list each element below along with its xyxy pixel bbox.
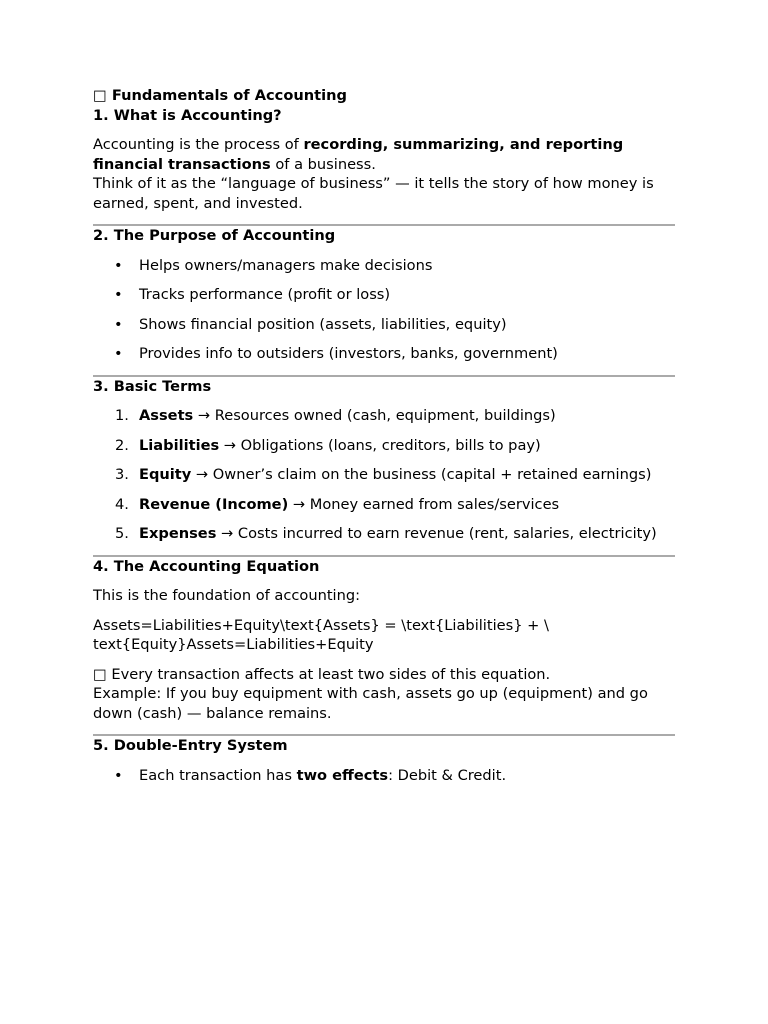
bullet-icon: • [114, 315, 123, 333]
basic-terms-list [93, 406, 675, 544]
list-item-text: Helps owners/managers make decisions [139, 256, 433, 274]
section-heading: 5. Double-Entry System [93, 737, 288, 754]
section-purpose [93, 226, 675, 364]
list-number: 4. [115, 495, 129, 513]
section-heading: 3. Basic Terms [93, 377, 212, 395]
list-item-text: Provides info to outsiders (investors, banks, government) [139, 345, 558, 362]
term-description: → Obligations (loans, creditors, bills to pay) [219, 436, 541, 454]
document-title: □ Fundamentals of Accounting [93, 87, 347, 104]
list-item [93, 436, 675, 456]
list-item-text: Tracks performance (profit or loss) [139, 286, 391, 303]
term-name: Liabilities [139, 436, 220, 454]
section-double-entry [93, 736, 675, 785]
term-description: → Money earned from sales/services [288, 495, 560, 513]
term-description: → Resources owned (cash, equipment, buildings) [193, 407, 556, 424]
list-item-text-end: : Debit & Credit. [388, 766, 507, 784]
term-description: → Owner’s claim on the business (capital + retained earnings) [191, 466, 652, 483]
bullet-icon: • [114, 345, 123, 362]
list-item-text-start: Each transaction has [139, 766, 297, 784]
list-item [93, 406, 675, 426]
list-number: 2. [115, 436, 129, 454]
term-name: Expenses [139, 525, 217, 542]
language-of-business-paragraph: Think of it as the “language of business” — it tells the story of how money is earned, spent, and invested. [93, 175, 654, 212]
equation-example: Example: If you buy equipment with cash, assets go up (equipment) and go down (cash) — balance remains. [93, 685, 648, 722]
section-heading: 2. The Purpose of Accounting [93, 227, 336, 244]
list-item [93, 315, 675, 335]
bullet-icon: • [114, 256, 123, 274]
section-heading: 1. What is Accounting? [93, 106, 282, 124]
equation-intro: This is the foundation of accounting: [93, 587, 361, 604]
term-description: → Costs incurred to earn revenue (rent, salaries, electricity) [216, 525, 657, 542]
bullet-icon: • [114, 766, 123, 784]
bullet-icon: • [114, 286, 123, 303]
list-item-emphasis: two effects [296, 766, 389, 784]
list-number: 1. [115, 407, 129, 424]
double-entry-list [93, 766, 675, 786]
term-name: Assets [139, 407, 194, 424]
list-number: 5. [115, 525, 129, 542]
list-item [93, 256, 675, 276]
definition-paragraph [93, 135, 675, 174]
definition-emphasis: recording, summarizing, and reporting financial transactions [93, 136, 624, 173]
section-accounting-equation [93, 557, 675, 724]
definition-text-start: Accounting is the process of [93, 136, 304, 153]
purpose-list [93, 256, 675, 364]
document-content [93, 86, 675, 785]
list-item-text: Shows financial position (assets, liabilities, equity) [139, 315, 507, 333]
term-name: Revenue (Income) [139, 495, 289, 513]
list-item [93, 285, 675, 305]
list-item [93, 465, 675, 485]
equation-note: □ Every transaction affects at least two sides of this equation. [93, 665, 551, 683]
section-heading: 4. The Accounting Equation [93, 557, 320, 575]
list-item [93, 766, 675, 786]
accounting-equation: Assets=Liabilities+Equity\text{Assets} = \text{Liabilities} + \ text{Equity}Assets=Liabilities+Equity [93, 616, 549, 653]
list-number: 3. [115, 466, 129, 483]
section-what-is-accounting [93, 106, 675, 214]
list-item [93, 495, 675, 515]
term-name: Equity [139, 466, 192, 483]
list-item [93, 344, 675, 364]
section-basic-terms [93, 377, 675, 544]
list-item [93, 524, 675, 544]
definition-text-end: of a business. [270, 155, 376, 173]
